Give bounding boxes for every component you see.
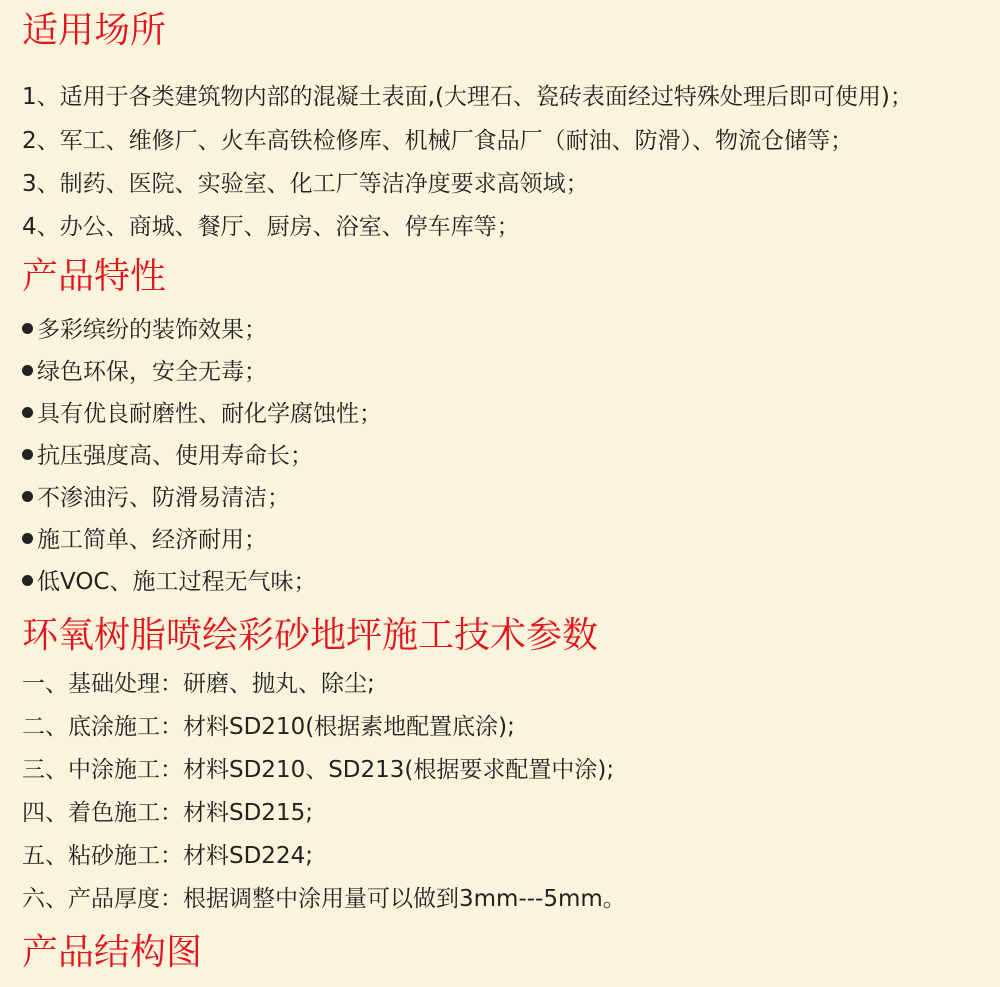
product-features-heading: 产品特性 <box>22 256 167 297</box>
product-feature-item-7 <box>22 567 317 597</box>
technical-parameters-heading: 环氧树脂喷绘彩砂地坪施工技术参数 <box>22 615 599 656</box>
product-feature-item-2 <box>22 357 267 387</box>
technical-parameter-item-5: 五、粘砂施工：材料SD224; <box>22 843 313 869</box>
applicable-place-item-3: 3、制药、医院、实验室、化工厂等洁净度要求高领域； <box>22 171 589 197</box>
product-feature-item-5 <box>22 483 290 513</box>
bullet-icon <box>22 323 33 334</box>
bullet-icon <box>22 491 33 502</box>
technical-parameter-item-4: 四、着色施工：材料SD215; <box>22 800 313 826</box>
product-feature-text: 不渗油污、防滑易清洁； <box>37 485 290 511</box>
technical-parameter-item-3: 三、中涂施工：材料SD210、SD213(根据要求配置中涂); <box>22 757 615 783</box>
product-feature-item-6 <box>22 525 267 555</box>
technical-parameter-item-1: 一、基础处理：研磨、抛丸、除尘; <box>22 671 375 697</box>
applicable-place-item-4: 4、办公、商城、餐厅、厨房、浴室、停车库等； <box>22 214 520 240</box>
technical-parameter-item-2: 二、底涂施工：材料SD210(根据素地配置底涂); <box>22 714 515 740</box>
product-feature-text: 低VOC、施工过程无气味； <box>37 569 317 595</box>
applicable-place-item-2: 2、军工、维修厂、火车高铁检修库、机械厂食品厂（耐油、防滑）、物流仓储等； <box>22 128 854 154</box>
product-feature-text: 多彩缤纷的装饰效果； <box>37 317 267 343</box>
product-feature-text: 具有优良耐磨性、耐化学腐蚀性； <box>37 401 382 427</box>
applicable-place-item-1: 1、适用于各类建筑物内部的混凝土表面,(大理石、瓷砖表面经过特殊处理后即可使用)； <box>22 84 913 110</box>
product-feature-item-4 <box>22 441 313 471</box>
bullet-icon <box>22 407 33 418</box>
product-feature-text: 施工简单、经济耐用； <box>37 527 267 553</box>
product-feature-item-1 <box>22 315 267 345</box>
applicable-places-heading: 适用场所 <box>22 10 167 51</box>
structure-diagram-heading: 产品结构图 <box>22 932 203 973</box>
bullet-icon <box>22 575 33 586</box>
product-feature-item-3 <box>22 399 382 429</box>
product-feature-text: 抗压强度高、使用寿命长； <box>37 443 313 469</box>
bullet-icon <box>22 365 33 376</box>
bullet-icon <box>22 449 33 460</box>
product-feature-text: 绿色环保，安全无毒； <box>37 359 267 385</box>
bullet-icon <box>22 533 33 544</box>
technical-parameter-item-6: 六、产品厚度：根据调整中涂用量可以做到3mm---5mm。 <box>22 886 626 912</box>
